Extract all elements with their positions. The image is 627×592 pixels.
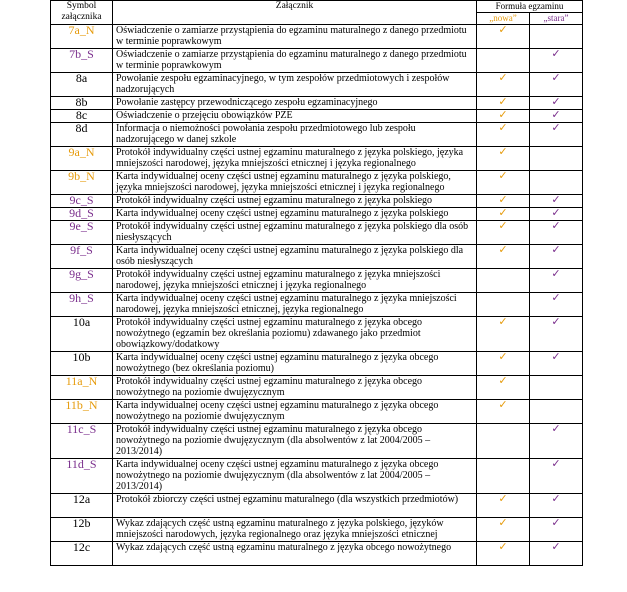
- table-row: [51, 208, 583, 221]
- checkmark-icon: ✓: [498, 541, 508, 553]
- nowa-check-cell: [477, 195, 530, 208]
- table-row: [51, 110, 583, 123]
- checkmark-icon: ✓: [551, 207, 561, 219]
- attachments-body: [51, 25, 583, 566]
- header-nowa: „nowa”: [477, 13, 530, 25]
- attachment-description: Protokół zbiorczy części ustnej egzaminu maturalnego (dla wszystkich przedmiotów): [113, 494, 477, 518]
- table-row: [51, 25, 583, 49]
- attachment-description: Powołanie zastępcy przewodniczącego zespołu egzaminacyjnego: [113, 97, 477, 110]
- checkmark-icon: ✓: [551, 268, 561, 280]
- nowa-check-cell: [477, 73, 530, 97]
- table-row: [51, 317, 583, 352]
- attachment-symbol: 7b_S: [51, 49, 113, 73]
- stara-check-cell: [530, 171, 583, 195]
- header-symbol: Symbol załącznika: [51, 1, 113, 25]
- checkmark-icon: ✓: [498, 316, 508, 328]
- stara-check-cell: [530, 518, 583, 542]
- checkmark-icon: ✓: [498, 493, 508, 505]
- stara-check-cell: [530, 317, 583, 352]
- checkmark-icon: ✓: [498, 375, 508, 387]
- attachment-symbol: 11b_N: [51, 400, 113, 424]
- checkmark-icon: ✓: [498, 351, 508, 363]
- stara-check-cell: [530, 208, 583, 221]
- attachment-symbol: 9g_S: [51, 269, 113, 293]
- header-formula: Formuła egzaminu: [477, 1, 583, 13]
- nowa-check-cell: [477, 147, 530, 171]
- attachment-description: Protokół indywidualny części ustnej egzaminu maturalnego z języka polskiego, języka mniejszości narodowej, języka mniejszości etnicznej i języka regionalnego: [113, 147, 477, 171]
- table-row: [51, 400, 583, 424]
- checkmark-icon: ✓: [551, 423, 561, 435]
- table-row: [51, 195, 583, 208]
- header-attachment: Załącznik: [113, 1, 477, 25]
- checkmark-icon: ✓: [498, 517, 508, 529]
- table-row: [51, 49, 583, 73]
- attachment-description: Oświadczenie o zamiarze przystąpienia do egzaminu maturalnego z danego przedmiotu w terminie poprawkowym: [113, 49, 477, 73]
- attachment-description: Oświadczenie o przejęciu obowiązków PZE: [113, 110, 477, 123]
- checkmark-icon: ✓: [551, 351, 561, 363]
- nowa-check-cell: [477, 221, 530, 245]
- attachment-description: Karta indywidualnej oceny części ustnej egzaminu maturalnego z języka polskiego dla osób niesłyszących: [113, 245, 477, 269]
- nowa-check-cell: [477, 110, 530, 123]
- attachment-symbol: 8d: [51, 123, 113, 147]
- checkmark-icon: ✓: [551, 292, 561, 304]
- nowa-check-cell: [477, 49, 530, 73]
- checkmark-icon: ✓: [498, 207, 508, 219]
- checkmark-icon: ✓: [551, 316, 561, 328]
- table-row: [51, 171, 583, 195]
- attachment-symbol: 9b_N: [51, 171, 113, 195]
- checkmark-icon: ✓: [551, 96, 561, 108]
- attachment-description: Informacja o niemożności powołania zespołu przedmiotowego lub zespołu nadzorującego w danej szkole: [113, 123, 477, 147]
- table-row: [51, 494, 583, 518]
- attachment-description: Wykaz zdających część ustną egzaminu maturalnego z języka obcego nowożytnego: [113, 542, 477, 566]
- nowa-check-cell: [477, 208, 530, 221]
- attachment-symbol: 12a: [51, 494, 113, 518]
- table-row: [51, 424, 583, 459]
- attachment-symbol: 9h_S: [51, 293, 113, 317]
- attachment-description: Protokół indywidualny części ustnej egzaminu maturalnego z języka polskiego dla osób niesłyszących: [113, 221, 477, 245]
- checkmark-icon: ✓: [551, 458, 561, 470]
- attachment-symbol: 9e_S: [51, 221, 113, 245]
- checkmark-icon: ✓: [551, 122, 561, 134]
- attachment-description: Wykaz zdających część ustną egzaminu maturalnego z języka polskiego, języków mniejszości narodowych, języka regionalnego oraz języka mniejszości etnicznej: [113, 518, 477, 542]
- table-row: [51, 293, 583, 317]
- attachment-description: Protokół indywidualny części ustnej egzaminu maturalnego z języka obcego nowożytnego na poziomie dwujęzycznym: [113, 376, 477, 400]
- nowa-check-cell: [477, 269, 530, 293]
- nowa-check-cell: [477, 424, 530, 459]
- stara-check-cell: [530, 352, 583, 376]
- checkmark-icon: ✓: [551, 72, 561, 84]
- attachment-description: Protokół indywidualny części ustnej egzaminu maturalnego z języka polskiego: [113, 195, 477, 208]
- nowa-check-cell: [477, 400, 530, 424]
- stara-check-cell: [530, 245, 583, 269]
- stara-check-cell: [530, 269, 583, 293]
- checkmark-icon: ✓: [551, 244, 561, 256]
- stara-check-cell: [530, 123, 583, 147]
- attachment-symbol: 9c_S: [51, 195, 113, 208]
- stara-check-cell: [530, 221, 583, 245]
- checkmark-icon: ✓: [498, 170, 508, 182]
- nowa-check-cell: [477, 245, 530, 269]
- stara-check-cell: [530, 459, 583, 494]
- table-row: [51, 245, 583, 269]
- attachment-symbol: 11c_S: [51, 424, 113, 459]
- attachment-description: Protokół indywidualny części ustnej egzaminu maturalnego z języka obcego nowożytnego (egzamin bez określania poziomu) zdawanego jako przedmiot obowiązkowy/dodatkowy: [113, 317, 477, 352]
- nowa-check-cell: [477, 518, 530, 542]
- stara-check-cell: [530, 542, 583, 566]
- table-row: [51, 542, 583, 566]
- stara-check-cell: [530, 494, 583, 518]
- stara-check-cell: [530, 97, 583, 110]
- header-stara: „stara”: [530, 13, 583, 25]
- table-row: [51, 147, 583, 171]
- stara-check-cell: [530, 25, 583, 49]
- nowa-check-cell: [477, 352, 530, 376]
- checkmark-icon: ✓: [498, 96, 508, 108]
- attachment-symbol: 8b: [51, 97, 113, 110]
- attachment-symbol: 12c: [51, 542, 113, 566]
- checkmark-icon: ✓: [498, 244, 508, 256]
- checkmark-icon: ✓: [498, 109, 508, 121]
- attachment-symbol: 8a: [51, 73, 113, 97]
- nowa-check-cell: [477, 123, 530, 147]
- table-row: [51, 459, 583, 494]
- stara-check-cell: [530, 147, 583, 171]
- checkmark-icon: ✓: [551, 541, 561, 553]
- checkmark-icon: ✓: [498, 146, 508, 158]
- table-row: [51, 376, 583, 400]
- attachment-symbol: 9d_S: [51, 208, 113, 221]
- nowa-check-cell: [477, 376, 530, 400]
- checkmark-icon: ✓: [551, 109, 561, 121]
- table-row: [51, 73, 583, 97]
- nowa-check-cell: [477, 293, 530, 317]
- checkmark-icon: ✓: [498, 194, 508, 206]
- table-row: [51, 123, 583, 147]
- checkmark-icon: ✓: [498, 122, 508, 134]
- table-row: [51, 269, 583, 293]
- stara-check-cell: [530, 376, 583, 400]
- attachment-symbol: 12b: [51, 518, 113, 542]
- attachment-symbol: 9a_N: [51, 147, 113, 171]
- attachment-symbol: 7a_N: [51, 25, 113, 49]
- stara-check-cell: [530, 49, 583, 73]
- stara-check-cell: [530, 424, 583, 459]
- attachment-description: Powołanie zespołu egzaminacyjnego, w tym zespołów przedmiotowych i zespołów nadzorujących: [113, 73, 477, 97]
- attachment-description: Karta indywidualnej oceny części ustnej egzaminu maturalnego z języka polskiego, języka mniejszości narodowej, języka mniejszości etnicznej i języka regionalnego: [113, 171, 477, 195]
- checkmark-icon: ✓: [551, 220, 561, 232]
- checkmark-icon: ✓: [551, 194, 561, 206]
- stara-check-cell: [530, 400, 583, 424]
- checkmark-icon: ✓: [498, 72, 508, 84]
- attachment-description: Protokół indywidualny części ustnej egzaminu maturalnego z języka mniejszości narodowej, języka mniejszości etnicznej i języka regionalnego: [113, 269, 477, 293]
- table-row: [51, 518, 583, 542]
- checkmark-icon: ✓: [498, 399, 508, 411]
- checkmark-icon: ✓: [498, 220, 508, 232]
- checkmark-icon: ✓: [551, 48, 561, 60]
- nowa-check-cell: [477, 97, 530, 110]
- stara-check-cell: [530, 293, 583, 317]
- table-row: [51, 221, 583, 245]
- stara-check-cell: [530, 195, 583, 208]
- attachment-description: Karta indywidualnej oceny części ustnej egzaminu maturalnego z języka polskiego: [113, 208, 477, 221]
- attachment-symbol: 11a_N: [51, 376, 113, 400]
- attachment-description: Karta indywidualnej oceny części ustnej egzaminu maturalnego z języka mniejszości narodowej, języka mniejszości etnicznej, języka regionalnego: [113, 293, 477, 317]
- checkmark-icon: ✓: [551, 493, 561, 505]
- nowa-check-cell: [477, 542, 530, 566]
- attachment-symbol: 9f_S: [51, 245, 113, 269]
- checkmark-icon: ✓: [498, 24, 508, 36]
- attachment-symbol: 8c: [51, 110, 113, 123]
- table-row: [51, 352, 583, 376]
- attachment-description: Karta indywidualnej oceny części ustnej egzaminu maturalnego z języka obcego nowożytnego na poziomie dwujęzycznym: [113, 400, 477, 424]
- attachment-description: Oświadczenie o zamiarze przystąpienia do egzaminu maturalnego z danego przedmiotu w terminie poprawkowym: [113, 25, 477, 49]
- nowa-check-cell: [477, 459, 530, 494]
- attachments-table: [50, 0, 583, 566]
- attachment-symbol: 11d_S: [51, 459, 113, 494]
- attachment-description: Karta indywidualnej oceny części ustnej egzaminu maturalnego z języka obcego nowożytnego (bez określania poziomu): [113, 352, 477, 376]
- attachment-symbol: 10a: [51, 317, 113, 352]
- attachment-symbol: 10b: [51, 352, 113, 376]
- stara-check-cell: [530, 73, 583, 97]
- nowa-check-cell: [477, 25, 530, 49]
- nowa-check-cell: [477, 494, 530, 518]
- attachment-description: Karta indywidualnej oceny części ustnej egzaminu maturalnego z języka obcego nowożytnego na poziomie dwujęzycznym (dla absolwentów z lat 2004/2005 – 2013/2014): [113, 459, 477, 494]
- nowa-check-cell: [477, 317, 530, 352]
- attachment-description: Protokół indywidualny części ustnej egzaminu maturalnego z języka obcego nowożytnego na poziomie dwujęzycznym (dla absolwentów z lat 2004/2005 – 2013/2014): [113, 424, 477, 459]
- nowa-check-cell: [477, 171, 530, 195]
- stara-check-cell: [530, 110, 583, 123]
- table-row: [51, 97, 583, 110]
- checkmark-icon: ✓: [551, 517, 561, 529]
